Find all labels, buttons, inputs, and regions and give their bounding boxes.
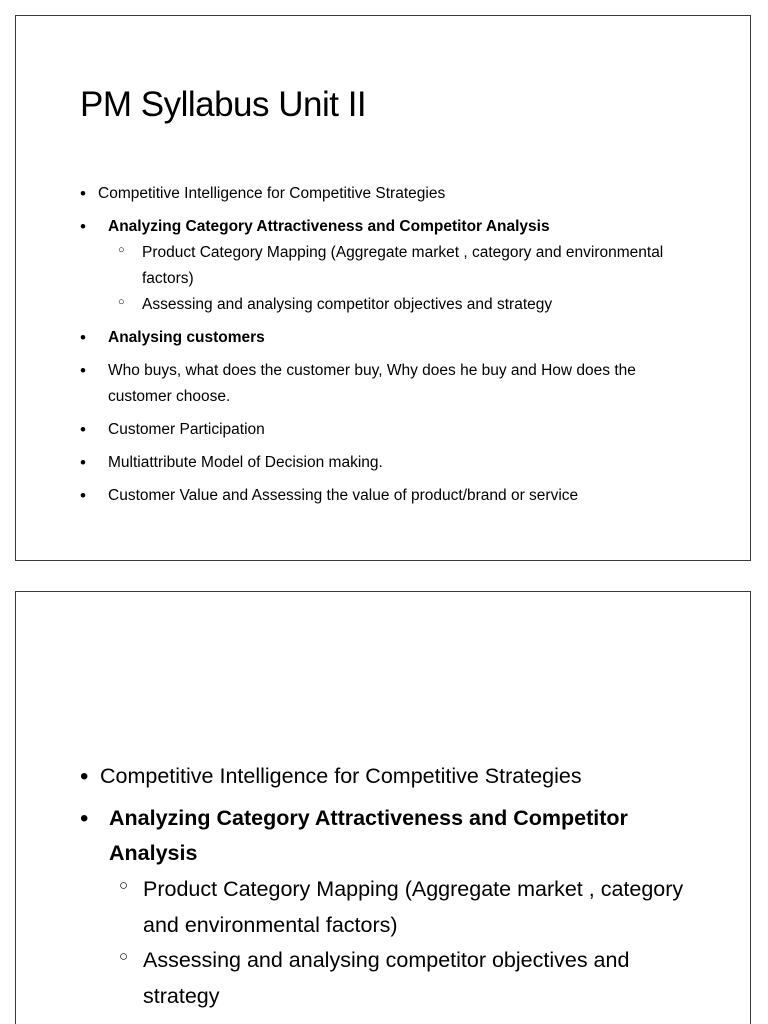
bullet-icon: • [80, 763, 89, 790]
bullet-icon: • [80, 486, 86, 506]
sub-list-item [108, 240, 700, 292]
bullet-icon: • [80, 184, 86, 203]
list-item [80, 417, 700, 443]
hollow-circle-icon: ○ [118, 296, 125, 309]
sub-list-item-text: Assessing and analysing competitor objectives and strategy [143, 948, 630, 1009]
list-item-text: Customer Value and Assessing the value of product/brand or service [108, 487, 579, 505]
list-item [80, 214, 700, 318]
list-item [80, 759, 700, 795]
bullet-icon: • [80, 804, 89, 832]
list-item-text: Analysing customers [108, 329, 265, 347]
bullet-icon: • [80, 361, 86, 381]
list-item-text: Competitive Intelligence for Competitive Strategies [100, 764, 582, 788]
bullet-icon: • [80, 420, 86, 440]
sub-list-item-text: Assessing and analysing competitor objectives and strategy [142, 296, 553, 314]
list-item-text: Analyzing Category Attractiveness and Competitor Analysis [109, 805, 628, 866]
list-item [80, 483, 700, 509]
hollow-circle-icon: ○ [118, 244, 125, 257]
sub-list-item-text: Product Category Mapping (Aggregate market , category and environmental factors) [142, 244, 664, 288]
list-item-text: Who buys, what does the customer buy, Why does he buy and How does the customer choose. [108, 362, 636, 406]
list-item-text: Analyzing Category Attractiveness and Competitor Analysis [108, 218, 550, 236]
sub-bullet-list [109, 872, 700, 1015]
bullet-icon: • [80, 453, 86, 473]
bullet-list [80, 759, 700, 1021]
sub-list-item-text: Product Category Mapping (Aggregate market , category and environmental factors) [143, 877, 684, 937]
bullet-list [80, 181, 700, 516]
bullet-icon: • [80, 328, 86, 348]
bullet-icon: • [80, 217, 86, 237]
list-item [80, 358, 700, 410]
sub-list-item [109, 943, 700, 1014]
list-item [80, 801, 700, 1015]
list-item [80, 450, 700, 476]
sub-bullet-list [108, 240, 700, 318]
list-item-text: Competitive Intelligence for Competitive Strategies [98, 185, 446, 202]
list-item [80, 325, 700, 351]
hollow-circle-icon: ○ [119, 948, 129, 966]
slide-title: PM Syllabus Unit II [80, 85, 367, 124]
hollow-circle-icon: ○ [119, 877, 129, 895]
slide-2 [15, 591, 751, 1024]
list-item-text: Multiattribute Model of Decision making. [108, 454, 383, 472]
sub-list-item [108, 292, 700, 318]
slide-1 [15, 15, 751, 561]
list-item-text: Customer Participation [108, 421, 265, 439]
list-item [80, 181, 700, 207]
sub-list-item [109, 872, 700, 943]
